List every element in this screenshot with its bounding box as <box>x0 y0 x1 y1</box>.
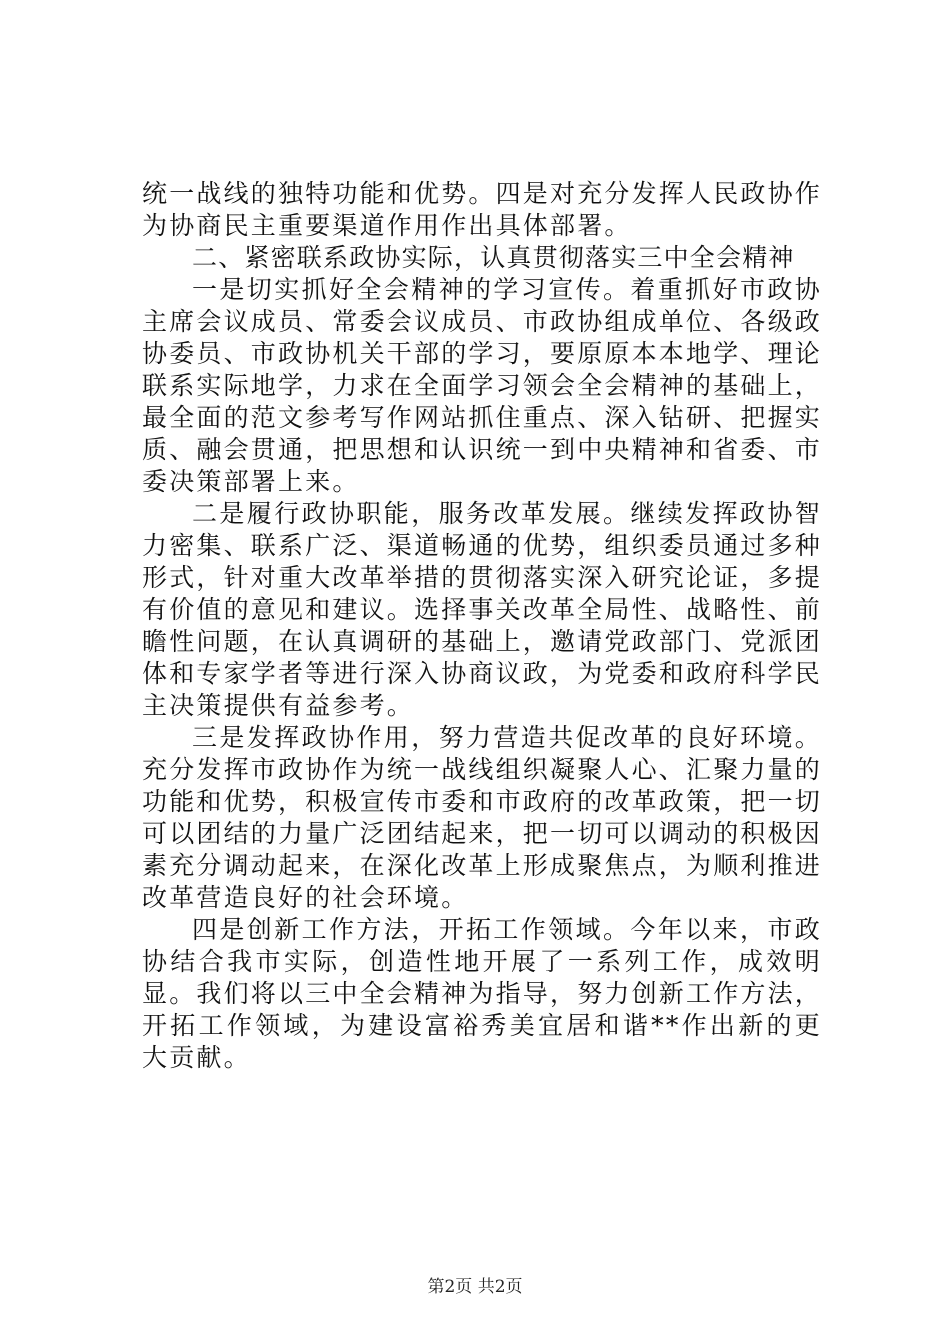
paragraph-duties: 二是履行政协职能，服务改革发展。继续发挥政协智力密集、联系广泛、渠道畅通的优势，组织委员通过多种形式，针对重大改革举措的贯彻落实深入研究论证，多提有价值的意见和建议。选择事关改革全局性、战略性、前瞻性问题，在认真调研的基础上，邀请党政部门、党派团体和专家学者等进行深入协商议政，为党委和政府科学民主决策提供有益参考。 <box>142 499 823 720</box>
section-heading: 二、紧密联系政协实际，认真贯彻落实三中全会精神 <box>192 243 795 272</box>
paragraph-study: 一是切实抓好全会精神的学习宣传。着重抓好市政协主席会议成员、常委会议成员、市政协组成单位、各级政协委员、市政协机关干部的学习，要原原本本地学、理论联系实际地学，力求在全面学习领会全会精神的基础上，最全面的范文参考写作网站抓住重点、深入钻研、把握实质、融会贯通，把思想和认识统一到中央精神和省委、市委决策部署上来。 <box>142 275 823 496</box>
page-footer: 第2页 共2页 <box>427 1277 523 1297</box>
paragraph-environment: 三是发挥政协作用，努力营造共促改革的良好环境。充分发挥市政协作为统一战线组织凝聚人心、汇聚力量的功能和优势，积极宣传市委和市政府的改革政策，把一切可以团结的力量广泛团结起来，把一切可以调动的积极因素充分调动起来，在深化改革上形成聚焦点，为顺利推进改革营造良好的社会环境。 <box>142 723 823 912</box>
paragraph-innovation: 四是创新工作方法，开拓工作领域。今年以来，市政协结合我市实际，创造性地开展了一系列工作，成效明显。我们将以三中全会精神为指导，努力创新工作方法，开拓工作领域，为建设富裕秀美宜居和谐**作出新的更大贡献。 <box>142 915 823 1072</box>
paragraph-continuation: 统一战线的独特功能和优势。四是对充分发挥人民政协作为协商民主重要渠道作用作出具体部署。 <box>142 179 823 240</box>
document-body <box>142 178 822 1074</box>
